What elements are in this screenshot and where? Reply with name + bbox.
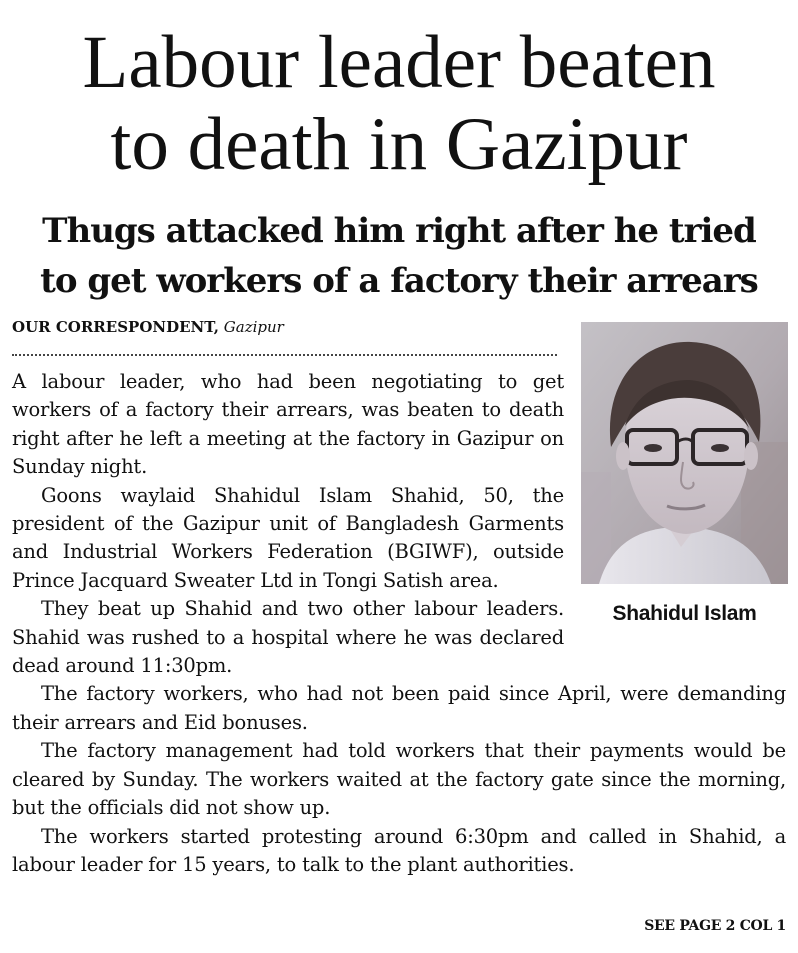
byline-author: OUR CORRESPONDENT, — [12, 318, 219, 336]
paragraph: A labour leader, who had been negotiating to get workers of a factory their arrears, was beaten to death right after he left a meeting at the factory in Gazipur on Sunday night. — [12, 370, 564, 479]
paragraph: They beat up Shahid and two other labour leaders. Shahid was rushed to a hospital where he was declared dead around 11:30pm. — [12, 597, 564, 678]
byline-divider — [12, 354, 557, 356]
continuation-reference: SEE PAGE 2 COL 1 — [644, 918, 786, 934]
photo-caption: Shahidul Islam — [612, 602, 757, 625]
headline-line-2: to death in Gazipur — [110, 103, 688, 186]
paragraph: The factory management had told workers that their payments would be cleared by Sunday. The workers waited at the factory gate since the morning, but the officials did not show up. — [12, 739, 786, 820]
subheadline-line-2: to get workers of a factory their arrears — [40, 261, 758, 301]
headline — [0, 22, 798, 186]
paragraph: The factory workers, who had not been paid since April, were demanding their arrears and Eid bonuses. — [12, 682, 786, 734]
subheadline — [0, 206, 798, 306]
article-body — [12, 368, 786, 879]
byline-location: Gazipur — [223, 318, 284, 336]
photo-wrap-space — [564, 368, 786, 638]
headline-line-1: Labour leader beaten — [82, 21, 716, 104]
byline — [12, 316, 557, 338]
subheadline-line-1: Thugs attacked him right after he tried — [42, 211, 756, 251]
paragraph: Goons waylaid Shahidul Islam Shahid, 50, the president of the Gazipur unit of Bangladesh Garments and Industrial Workers Federation (BGIWF), outside Prince Jacquard Sweater Ltd in Tongi Satish area. — [12, 483, 564, 592]
paragraph: The workers started protesting around 6:30pm and called in Shahid, a labour leader for 15 years, to talk to the plant authorities. — [12, 824, 786, 876]
